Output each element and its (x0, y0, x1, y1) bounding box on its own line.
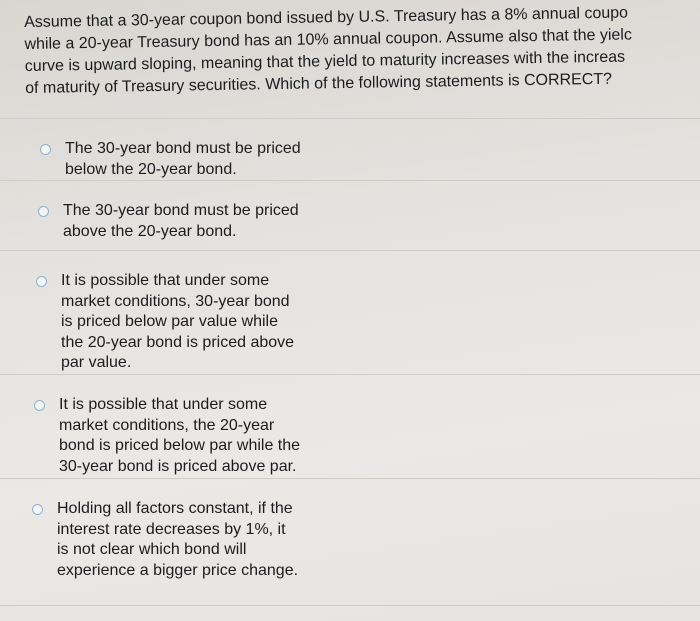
answer-option-1[interactable] (0, 118, 700, 180)
answer-option-3[interactable] (0, 250, 700, 374)
radio-button-icon[interactable] (32, 504, 43, 515)
divider (0, 605, 700, 606)
question-text: Assume that a 30-year coupon bond issued by U.S. Treasury has a 8% annual coupo while a 20-year Treasury bond has an 10% annual coupon. Assume also that the yielc curve is upward sloping, meaning that the yield to maturity increases with the increas of maturity of Treasury securities. Which of the following statements is CORRECT? (24, 4, 633, 97)
radio-button-icon[interactable] (34, 400, 45, 411)
radio-button-icon[interactable] (38, 206, 49, 217)
answer-option-2[interactable] (0, 180, 700, 242)
answer-option-5[interactable] (0, 478, 700, 581)
radio-button-icon[interactable] (36, 276, 47, 287)
answer-option-label: The 30-year bond must be priced above the 20-year bond. (63, 202, 299, 240)
answer-option-label: The 30-year bond must be priced below the 20-year bond. (65, 140, 301, 178)
answer-option-4[interactable] (0, 374, 700, 477)
radio-button-icon[interactable] (40, 144, 51, 155)
answer-option-label: It is possible that under some market conditions, the 20-year bond is priced below par while the 30-year bond is priced above par. (59, 396, 301, 475)
answer-option-label: Holding all factors constant, if the interest rate decreases by 1%, it is not clear which bond will experience a bigger price change. (57, 500, 299, 579)
answer-option-label: It is possible that under some market conditions, 30-year bond is priced below par value while the 20-year bond is priced above par value. (61, 272, 295, 371)
